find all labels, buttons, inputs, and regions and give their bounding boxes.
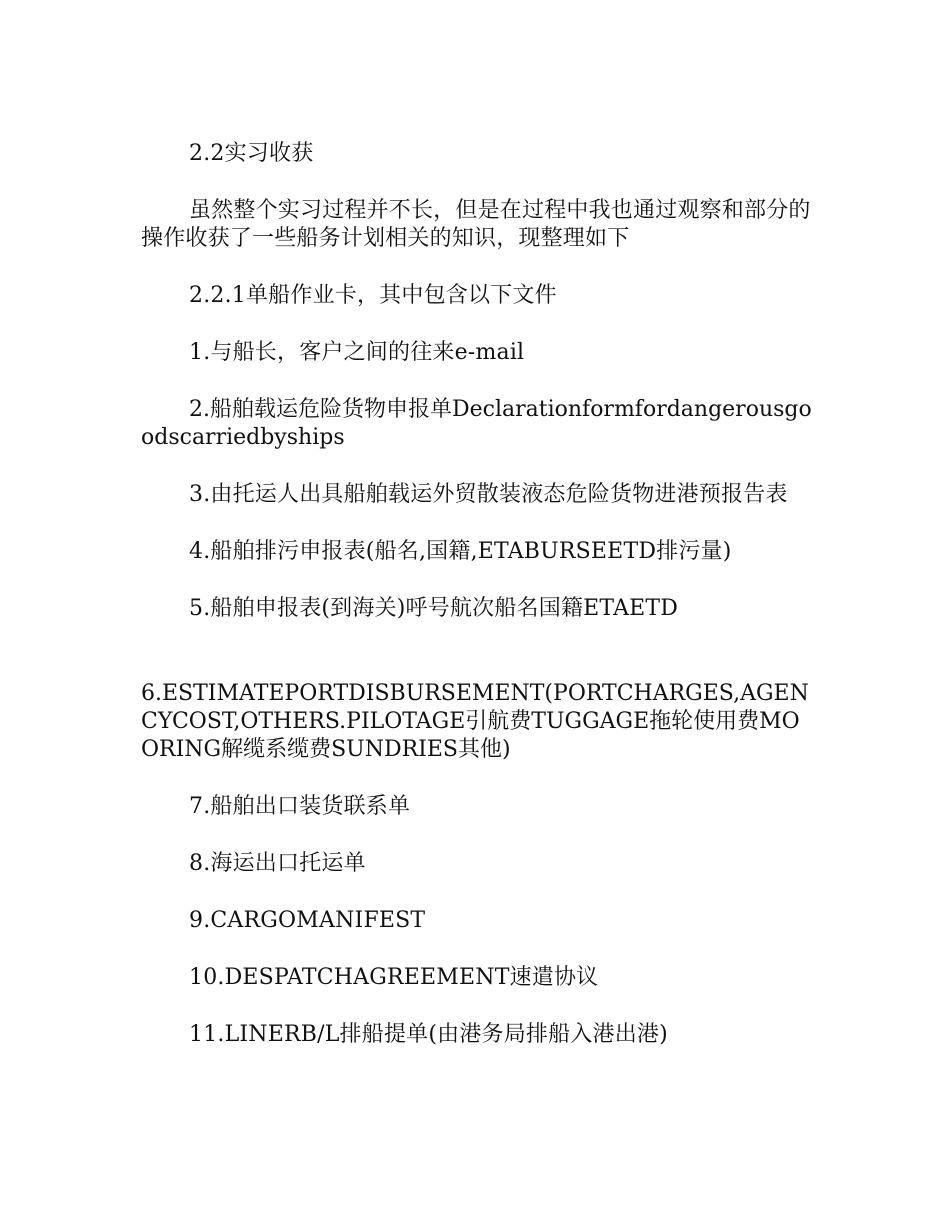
list-item: 4.船舶排污申报表(船名,国籍,ETABURSEETD排污量) [189, 539, 732, 564]
list-item: 1.与船长，客户之间的往来e-mail [189, 340, 525, 365]
subsection-heading: 2.2.1单船作业卡，其中包含以下文件 [189, 283, 557, 308]
list-item: 2.船舶载运危险货物申报单Declarationformfordangerousgoodscarriedbyships [141, 397, 812, 450]
list-item: 6.ESTIMATEPORTDISBURSEMENT(PORTCHARGES,AGENCYCOST,OTHERS.PILOTAGE引航费TUGGAGE拖轮使用费MOORING解缆系缆费SUNDRIES其他) [141, 681, 809, 762]
list-item: 8.海运出口托运单 [189, 851, 366, 876]
list-item: 7.船舶出口装货联系单 [189, 794, 411, 819]
list-item: 3.由托运人出具船舶载运外贸散装液态危险货物进港预报告表 [189, 482, 788, 507]
document-body [141, 140, 813, 1049]
list-item: 5.船舶申报表(到海关)呼号航次船名国籍ETAETD [189, 596, 679, 621]
intro-paragraph: 虽然整个实习过程并不长，但是在过程中我也通过观察和部分的操作收获了一些船务计划相关的知识，现整理如下 [141, 198, 811, 251]
list-item: 11.LINERB/L排船提单(由港务局排船入港出港) [189, 1022, 668, 1047]
section-heading: 2.2实习收获 [189, 141, 314, 166]
list-item: 10.DESPATCHAGREEMENT速遣协议 [189, 965, 599, 990]
list-item: 9.CARGOMANIFEST [189, 908, 426, 933]
